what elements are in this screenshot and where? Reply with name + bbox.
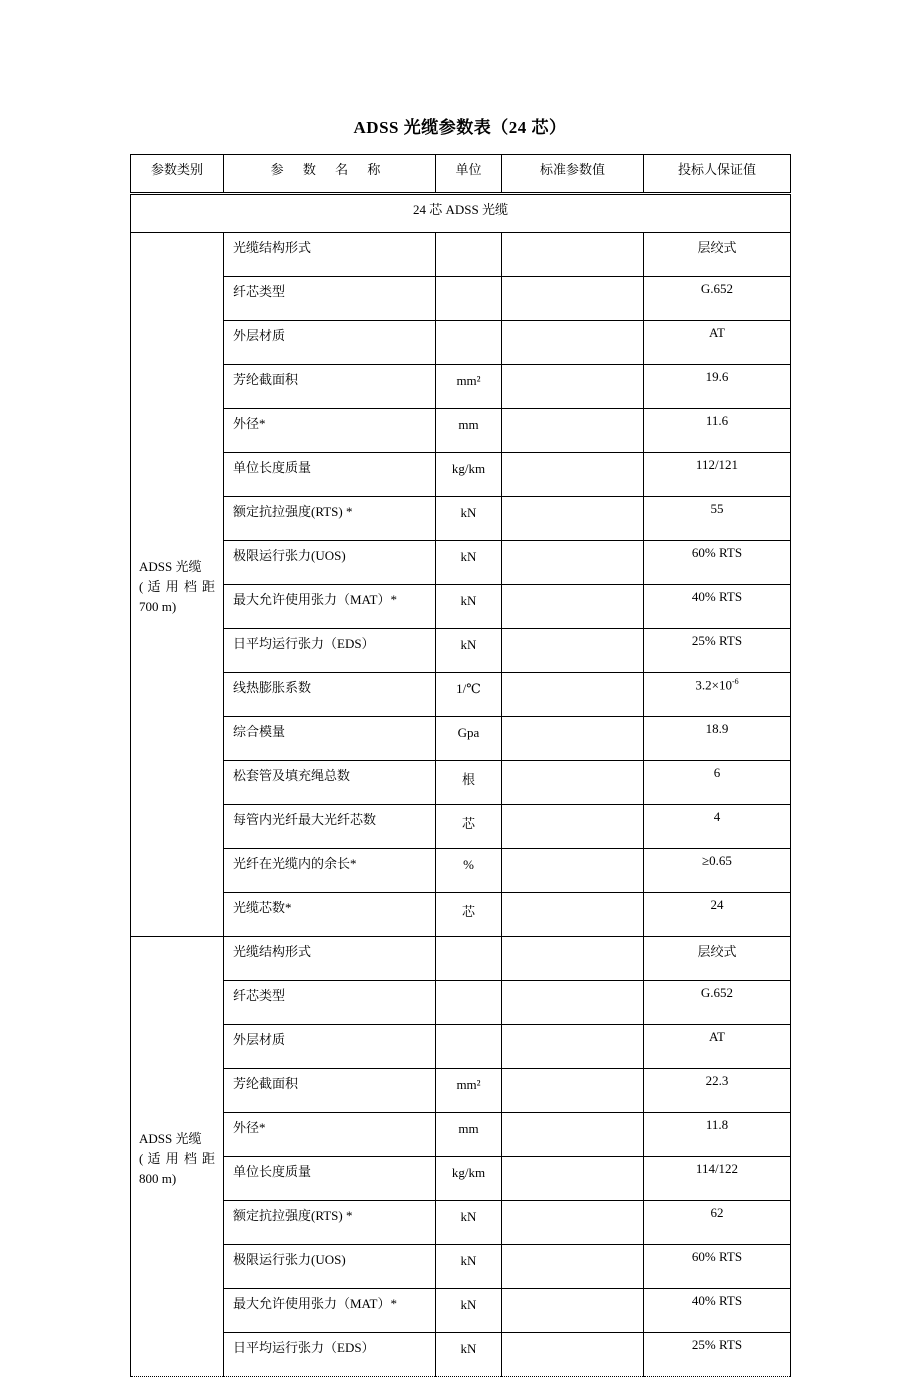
table-row [131,1157,791,1201]
table-row [131,717,791,761]
table-row [131,1025,791,1069]
param-unit: kN [436,1201,502,1245]
param-standard [502,893,644,937]
param-value [644,1333,791,1377]
param-value-text: ≥0.65 [702,853,732,868]
param-value-text: 112/121 [695,457,739,472]
param-value [644,849,791,893]
param-standard [502,541,644,585]
param-unit: mm [436,1113,502,1157]
param-value-text: 3.2×10 [695,677,732,693]
param-name: 光缆结构形式 [224,937,436,981]
table-row [131,761,791,805]
param-standard [502,1025,644,1069]
param-value [644,1245,791,1289]
category-line: 700 m) [139,598,177,614]
param-value-text: 40% RTS [691,1293,743,1308]
param-value [644,409,791,453]
param-name: 芳纶截面积 [224,1069,436,1113]
param-value-text: 11.6 [705,413,729,428]
param-name: 日平均运行张力（EDS） [224,1333,436,1377]
param-standard [502,761,644,805]
param-value [644,981,791,1025]
param-unit: kg/km [436,1157,502,1201]
param-value [644,321,791,365]
table-row [131,629,791,673]
param-unit: kN [436,629,502,673]
param-value [644,629,791,673]
param-value-text: 40% RTS [691,589,743,604]
table-header-row [131,155,791,194]
param-value [644,365,791,409]
param-name: 额定抗拉强度(RTS) * [224,497,436,541]
section-row [131,194,791,233]
param-name: 外层材质 [224,1025,436,1069]
param-value [644,805,791,849]
param-standard [502,497,644,541]
param-name: 纤芯类型 [224,277,436,321]
table-row [131,277,791,321]
param-unit: kN [436,585,502,629]
param-standard [502,277,644,321]
table-row [131,937,791,981]
param-unit: Gpa [436,717,502,761]
table-row [131,497,791,541]
table-row [131,365,791,409]
param-value [644,1025,791,1069]
param-unit: 芯 [436,893,502,937]
param-name: 线热膨胀系数 [224,673,436,717]
param-name: 芳纶截面积 [224,365,436,409]
param-name: 光缆结构形式 [224,233,436,277]
param-value [644,277,791,321]
param-value [644,1289,791,1333]
param-value [644,453,791,497]
param-standard [502,1201,644,1245]
param-standard [502,717,644,761]
param-standard [502,365,644,409]
table-row [131,1069,791,1113]
param-standard [502,1333,644,1377]
param-standard [502,1157,644,1201]
param-value-text: 19.6 [705,369,729,384]
header-name: 参 数 名 称 [224,155,436,194]
param-standard [502,937,644,981]
param-unit [436,321,502,365]
param-value [644,761,791,805]
param-value-text: 层绞式 [697,944,737,959]
param-name: 单位长度质量 [224,1157,436,1201]
param-name: 极限运行张力(UOS) [224,1245,436,1289]
param-name: 最大允许使用张力（MAT）* [224,585,436,629]
category-line: 800 m) [139,1170,177,1186]
table-row [131,1333,791,1377]
page-title: ADSS 光缆参数表（24 芯） [353,118,567,137]
param-standard [502,673,644,717]
param-name: 松套管及填充绳总数 [224,761,436,805]
category-cell [131,233,224,937]
param-value-text: 62 [710,1205,724,1220]
param-unit [436,277,502,321]
param-standard [502,233,644,277]
param-name: 最大允许使用张力（MAT）* [224,1289,436,1333]
param-value [644,1157,791,1201]
table-row [131,981,791,1025]
param-standard [502,1289,644,1333]
category-line: ADSS 光缆 [139,558,202,574]
param-standard [502,585,644,629]
param-value [644,1201,791,1245]
table-row [131,849,791,893]
param-unit: kN [436,1333,502,1377]
param-value-text: 114/122 [695,1161,739,1176]
param-standard [502,849,644,893]
param-value-text: 4 [713,809,721,824]
param-name: 每管内光纤最大光纤芯数 [224,805,436,849]
param-unit [436,937,502,981]
param-value [644,893,791,937]
param-value [644,717,791,761]
param-value-text: 55 [710,501,724,516]
param-unit [436,233,502,277]
param-value-text: 18.9 [705,721,729,736]
param-unit: kN [436,1245,502,1289]
param-unit: kN [436,541,502,585]
param-value-text: AT [709,1029,725,1044]
param-name: 日平均运行张力（EDS） [224,629,436,673]
param-value-text: 6 [713,765,721,780]
param-value-text: 24 [710,897,724,912]
param-name: 综合模量 [224,717,436,761]
param-value [644,585,791,629]
table-row [131,453,791,497]
table-row [131,1245,791,1289]
parameter-table [130,154,791,1377]
table-row [131,893,791,937]
param-standard [502,1069,644,1113]
param-unit: 1/℃ [436,673,502,717]
table-row [131,585,791,629]
param-value-exponent: -6 [731,677,739,686]
category-line: ( 适 用 档 距 [139,578,215,594]
param-standard [502,805,644,849]
param-unit [436,981,502,1025]
param-unit: mm [436,409,502,453]
param-value-text: 60% RTS [691,545,743,560]
table-row [131,541,791,585]
param-name: 纤芯类型 [224,981,436,1025]
param-value-text: 25% RTS [691,633,743,648]
param-unit: 根 [436,761,502,805]
param-name: 外径* [224,1113,436,1157]
param-name: 外层材质 [224,321,436,365]
param-unit: % [436,849,502,893]
param-unit [436,1025,502,1069]
param-standard [502,1113,644,1157]
param-name: 极限运行张力(UOS) [224,541,436,585]
param-value-text: 60% RTS [691,1249,743,1264]
param-value-text: G.652 [700,985,734,1000]
param-standard [502,321,644,365]
param-value [644,673,791,717]
param-name: 光缆芯数* [224,893,436,937]
table-row [131,1113,791,1157]
param-value-text: AT [709,325,725,340]
category-line: ( 适 用 档 距 [139,1150,215,1166]
param-value [644,541,791,585]
param-name: 光纤在光缆内的余长* [224,849,436,893]
param-standard [502,1245,644,1289]
header-standard: 标准参数值 [502,155,644,194]
param-unit: 芯 [436,805,502,849]
table-row [131,321,791,365]
param-value-text: G.652 [700,281,734,296]
param-unit: kN [436,497,502,541]
param-unit: kg/km [436,453,502,497]
table-row [131,805,791,849]
param-unit: kN [436,1289,502,1333]
param-unit: mm² [436,1069,502,1113]
param-value-text: 22.3 [705,1073,729,1088]
header-guaranteed: 投标人保证值 [644,155,791,194]
table-row [131,233,791,277]
param-value-text: 层绞式 [697,240,737,255]
param-name: 外径* [224,409,436,453]
category-cell [131,937,224,1377]
param-value-text: 25% RTS [691,1337,743,1352]
table-row [131,1289,791,1333]
param-unit: mm² [436,365,502,409]
param-name: 额定抗拉强度(RTS) * [224,1201,436,1245]
table-row [131,1201,791,1245]
table-row [131,673,791,717]
param-value [644,937,791,981]
param-name: 单位长度质量 [224,453,436,497]
section-label: 24 芯 ADSS 光缆 [131,194,791,233]
param-value [644,1113,791,1157]
param-standard [502,981,644,1025]
param-standard [502,409,644,453]
param-value [644,1069,791,1113]
category-line: ADSS 光缆 [139,1130,202,1146]
table-body [131,194,791,1377]
param-value-text: 11.8 [705,1117,729,1132]
header-unit: 单位 [436,155,502,194]
table-row [131,409,791,453]
param-value [644,233,791,277]
param-value [644,497,791,541]
param-standard [502,629,644,673]
header-category: 参数类别 [131,155,224,194]
param-standard [502,453,644,497]
